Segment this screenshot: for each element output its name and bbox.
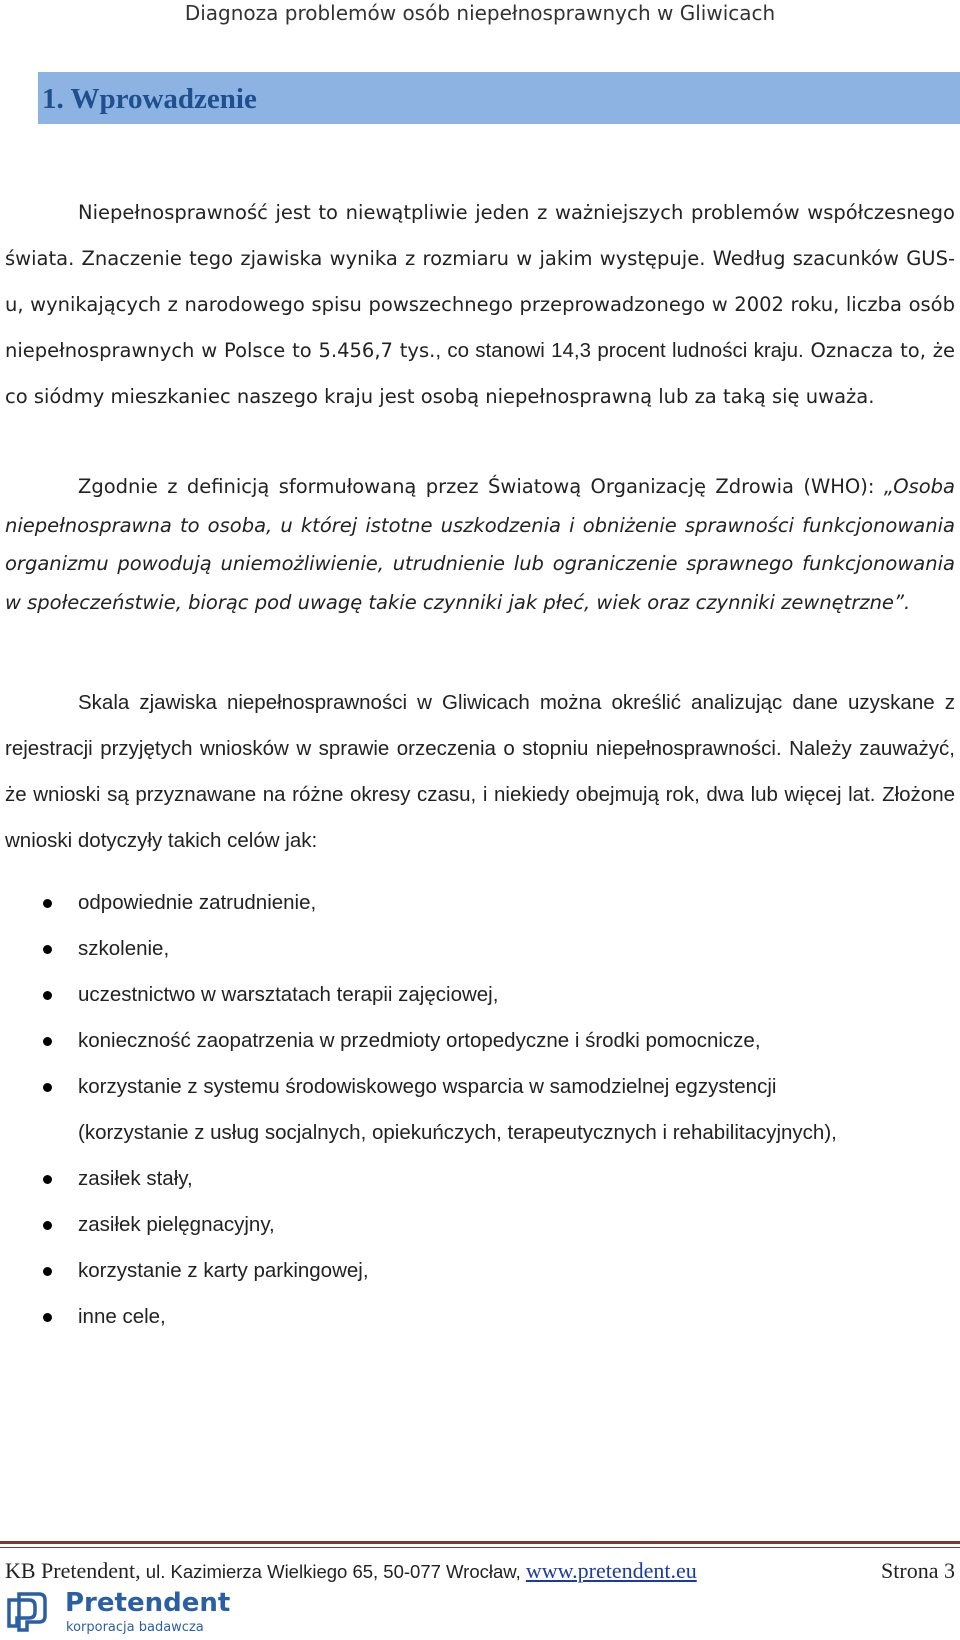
company-logo	[5, 1588, 231, 1638]
paragraph-scale	[5, 680, 955, 864]
list-item: inne cele,	[0, 1294, 960, 1340]
paragraph-intro-part-a: Niepełnosprawność jest to niewątpliwie jeden z ważniejszych problemów współczesnego świata. Znaczenie tego zjawiska wynika z rozmiaru w jakim występuje. Według szacunków GUS-u, wynikających z narodowego spisu powszechnego przeprowadzonego w 2002 roku, liczba osób niepełnosprawnych w Polsce to 5.456,7 tys.	[5, 201, 955, 362]
logo-tagline: korporacja badawcza	[66, 1620, 204, 1635]
list-item: odpowiednie zatrudnienie,	[0, 880, 960, 926]
list-item: zasiłek stały,	[0, 1156, 960, 1202]
list-item: uczestnictwo w warsztatach terapii zajęciowej,	[0, 972, 960, 1018]
section-heading: 1. Wprowadzenie	[42, 83, 257, 115]
footer-company: KB Pretendent,	[5, 1558, 141, 1583]
section-heading-band	[38, 72, 960, 124]
page-number: Strona 3	[881, 1558, 955, 1583]
footer-divider-thin	[0, 1547, 960, 1548]
list-item: zasiłek pielęgnacyjny,	[0, 1202, 960, 1248]
definition-quote: „Osoba niepełnosprawna to osoba, u której istotne uszkodzenia i obniżenie sprawności funkcjonowania organizmu powodują uniemożliwienie, utrudnienie lub ograniczenie sprawnego funkcjonowania w społeczeństwie, biorąc pod uwagę takie czynniki jak płeć, wiek oraz czynniki zewnętrzne”.	[5, 475, 955, 614]
running-header: Diagnoza problemów osób niepełnosprawnych w Gliwicach	[184, 1, 776, 25]
paragraph-intro-part-c: Oznacza to, że co siódmy mieszkaniec naszego kraju jest osobą niepełnosprawną lub za taką się uważa.	[5, 339, 955, 408]
paragraph-intro-part-b: , co stanowi 14,3 procent ludności kraju.	[435, 339, 804, 362]
footer	[5, 1556, 955, 1586]
list-item: korzystanie z karty parkingowej,	[0, 1248, 960, 1294]
list-item: szkolenie,	[0, 926, 960, 972]
logo-mark-icon	[5, 1590, 49, 1634]
definition-intro: Zgodnie z definicją sformułowaną przez Światową Organizację Zdrowia (WHO):	[78, 475, 875, 498]
logo-name: Pretendent	[65, 1588, 231, 1618]
footer-address: ul. Kazimierza Wielkiego 65, 50-077 Wrocław,	[140, 1561, 526, 1582]
paragraph-scale-text: Skala zjawiska niepełnosprawności w Gliwicach można określić analizując dane uzyskane z rejestracji przyjętych wniosków w sprawie orzeczenia o stopniu niepełnosprawności. Należy zauważyć, że wnioski są przyznawane na różne okresy czasu, i niekiedy obejmują rok, dwa lub więcej lat. Złożone wnioski dotyczyły takich celów jak:	[5, 691, 955, 852]
list-item-continuation: (korzystanie z usług socjalnych, opiekuńczych, terapeutycznych i rehabilitacyjnych),	[78, 1121, 837, 1144]
list-item: korzystanie z systemu środowiskowego wsparcia w samodzielnej egzystencji (korzystanie z usług socjalnych, opiekuńczych, terapeutycznych i rehabilitacyjnych),	[0, 1064, 960, 1156]
footer-divider	[0, 1541, 960, 1544]
footer-website-link[interactable]: www.pretendent.eu	[525, 1558, 697, 1583]
list-item: konieczność zaopatrzenia w przedmioty ortopedyczne i środki pomocnicze,	[0, 1018, 960, 1064]
goals-list	[0, 880, 960, 1340]
paragraph-definition	[5, 468, 955, 622]
paragraph-intro	[5, 190, 955, 420]
